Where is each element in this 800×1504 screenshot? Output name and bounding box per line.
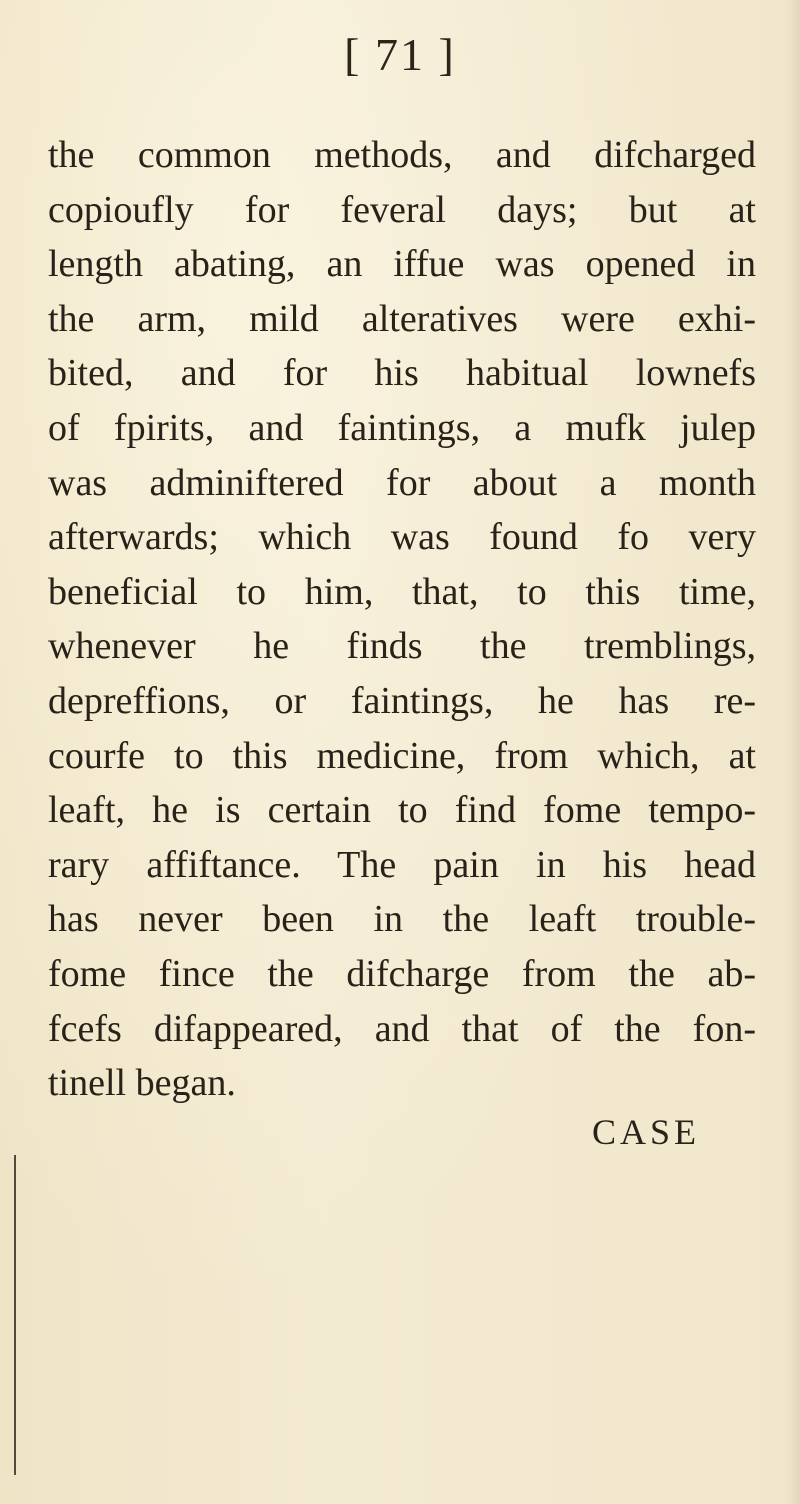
text-line: the common methods, and difcharged [48,134,756,176]
text-line: tinell began. [48,1062,236,1105]
text-line: rary affiftance. The pain in his head [48,843,756,886]
text-line: copioufly for feveral days; but at [48,188,756,231]
text-line: bited, and for his habitual lownefs [48,352,756,395]
catchword: CASE [592,1112,701,1152]
text-line: was adminiftered for about a month [48,461,756,504]
body-text [48,128,756,1111]
text-line: afterwards; which was found fo very [48,516,756,559]
text-line: has never been in the leaft trouble- [48,898,756,941]
text-line: fome fince the difcharge from the ab- [48,952,756,995]
text-line: depreffions, or faintings, he has re- [48,679,756,722]
text-line: of fpirits, and faintings, a mufk julep [48,406,756,449]
text-line: beneficial to him, that, to this time, [48,570,756,613]
text-line: whenever he finds the tremblings, [48,625,756,668]
page-header: [ 71 ] [344,29,456,80]
gutter-rule [14,1155,16,1475]
text-line: length abating, an iffue was opened in [48,243,756,286]
page-edge-shadow [786,0,800,1504]
text-line: the arm, mild alteratives were exhi- [48,297,756,340]
text-line: courfe to this medicine, from which, at [48,734,756,777]
text-line: fcefs difappeared, and that of the fon- [48,1007,756,1050]
text-line: leaft, he is certain to find fome tempo- [48,789,756,832]
